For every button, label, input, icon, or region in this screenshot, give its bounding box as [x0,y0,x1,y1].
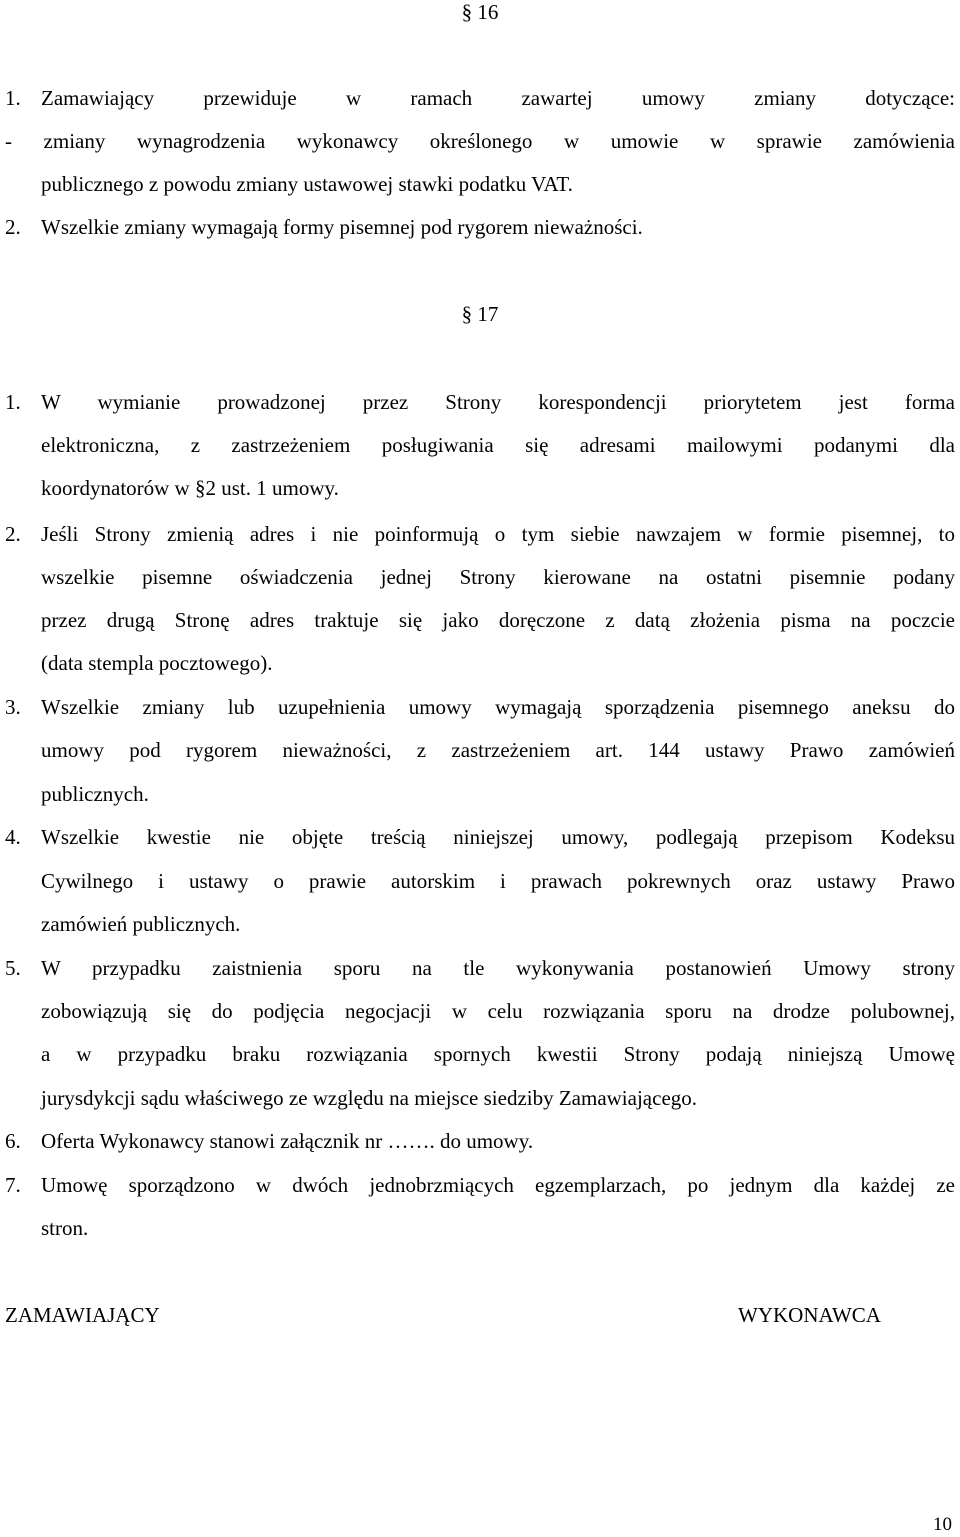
signature-contractor: WYKONAWCA [738,1303,881,1327]
paragraph-number: 6. [5,1129,21,1153]
paragraph-number: 2. [5,522,21,546]
paragraph-number: 5. [5,956,21,980]
paragraph-line: stron. [41,1216,89,1240]
paragraph-line: elektroniczna, z zastrzeżeniem posługiwania się adresami mailowymi podanymi dla [41,433,955,457]
section-16-heading: § 16 [461,0,499,24]
paragraph-number: 1. [5,86,21,110]
paragraph-line: umowy pod rygorem nieważności, z zastrzeżeniem art. 144 ustawy Prawo zamówień [41,738,955,762]
paragraph-line: Wszelkie zmiany lub uzupełnienia umowy wymagają sporządzenia pisemnego aneksu do [41,695,955,719]
paragraph-line: jurysdykcji sądu właściwego ze względu na miejsce siedziby Zamawiającego. [41,1086,698,1110]
paragraph-line: - zmiany wynagrodzenia wykonawcy określonego w umowie w sprawie zamówienia [5,129,955,153]
paragraph-line: Wszelkie kwestie nie objęte treścią niniejszej umowy, podlegają przepisom Kodeksu [41,825,955,849]
paragraph-line: Wszelkie zmiany wymagają formy pisemnej pod rygorem nieważności. [41,215,643,239]
page-number: 10 [933,1514,952,1535]
paragraph-line: zamówień publicznych. [41,912,241,936]
paragraph-number: 7. [5,1173,21,1197]
paragraph-number: 2. [5,215,21,239]
paragraph-line: (data stempla pocztowego). [41,651,273,675]
paragraph-number: 4. [5,825,21,849]
paragraph-line: przez drugą Stronę adres traktuje się jako doręczone z datą złożenia pisma na poczcie [41,608,955,632]
paragraph-line: Umowę sporządzono w dwóch jednobrzmiących egzemplarzach, po jednym dla każdej ze [41,1173,955,1197]
paragraph-number: 3. [5,695,21,719]
paragraph-line: W wymianie prowadzonej przez Strony korespondencji priorytetem jest forma [41,390,955,414]
paragraph-line: a w przypadku braku rozwiązania spornych kwestii Strony podają niniejszą Umowę [41,1042,955,1066]
paragraph-line: zobowiązują się do podjęcia negocjacji w celu rozwiązania sporu na drodze polubownej, [41,999,955,1023]
paragraph-number: 1. [5,390,21,414]
paragraph-line: wszelkie pisemne oświadczenia jednej Strony kierowane na ostatni pisemnie podany [41,565,955,589]
paragraph-line: koordynatorów w §2 ust. 1 umowy. [41,476,339,500]
paragraph-line: W przypadku zaistnienia sporu na tle wykonywania postanowień Umowy strony [41,956,955,980]
signature-ordering-party: ZAMAWIAJĄCY [5,1303,160,1327]
section-17-heading: § 17 [461,302,499,326]
paragraph-line: publicznego z powodu zmiany ustawowej stawki podatku VAT. [41,172,573,196]
paragraph-line: Zamawiający przewiduje w ramach zawartej umowy zmiany dotyczące: [41,86,955,110]
paragraph-line: publicznych. [41,782,149,806]
paragraph-line: Oferta Wykonawcy stanowi załącznik nr ……. do umowy. [41,1129,534,1153]
paragraph-line: Cywilnego i ustawy o prawie autorskim i prawach pokrewnych oraz ustawy Prawo [41,869,955,893]
paragraph-line: Jeśli Strony zmienią adres i nie poinformują o tym siebie nawzajem w formie pisemnej, to [41,522,955,546]
